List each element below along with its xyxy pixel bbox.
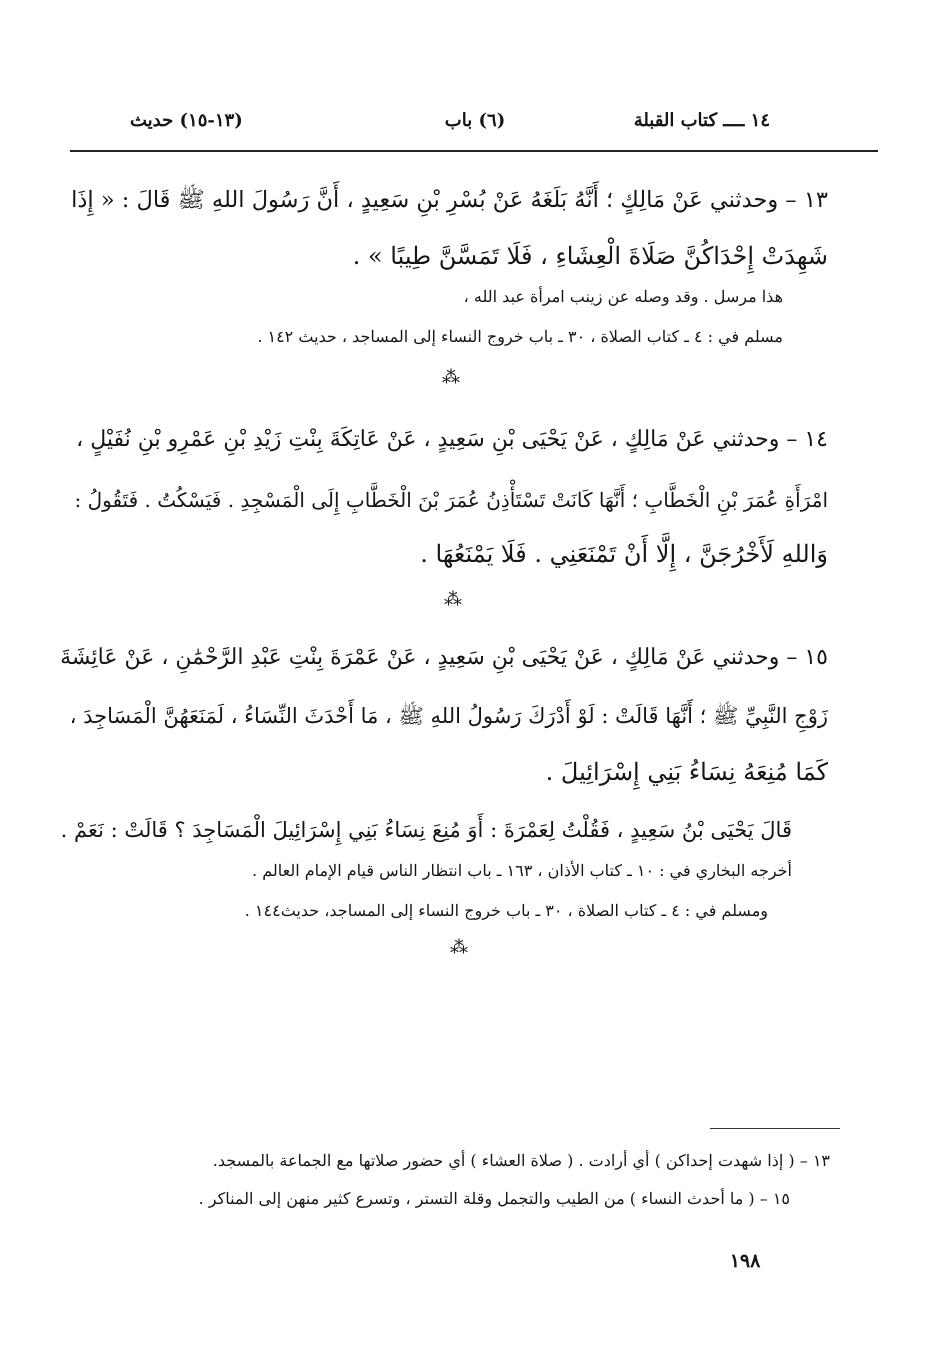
hadith-13-line-2: شَهِدَتْ إِحْدَاكُنَّ صَلَاةَ الْعِشَاءِ ، فَلَا تَمَسَّنَّ طِيبًا » . [352, 242, 828, 270]
hadith-14-line-3: وَاللهِ لَأَخْرُجَنَّ ، إِلَّا أَنْ تَمْنَعَنِي . فَلَا يَمْنَعُهَا . [420, 540, 828, 568]
running-header-hadith-range: (١٣-١٥) حديث [130, 110, 243, 131]
section-separator: ⁂ [444, 589, 460, 610]
hadith-14-line-2: امْرَأَةِ عُمَرَ بْنِ الْخَطَّابِ ؛ أَنَّهَا كَانَتْ تَسْتَأْذِنُ عُمَرَ بْنَ الْخَطَّابِ إِلَى الْمَسْجِدِ . فَيَسْكُتُ . فَتَقُولُ : [74, 488, 828, 512]
page-number: ١٩٨ [729, 1250, 761, 1272]
hadith-14-line-1: ١٤ – وحدثني عَنْ مَالِكٍ ، عَنْ يَحْيَى بْنِ سَعِيدٍ ، عَنْ عَاتِكَةَ بِنْتِ زَيْدِ بْنِ عَمْرِو بْنِ نُفَيْلٍ ، [76, 427, 828, 452]
hadith-15-line-3: كَمَا مُنِعَهُ نِسَاءُ بَنِي إِسْرَائِيلَ . [545, 758, 828, 786]
footnote-15: ١٥ – ( ما أحدث النساء ) من الطيب والتجمل وقلة التستر ، وتسرع كثير منهن إلى المناكر . [198, 1189, 790, 1208]
running-header-chapter: (٦) باب [444, 110, 506, 131]
footnote-13: ١٣ – ( إذا شهدت إحداكن ) أي أرادت . ( صلاة العشاء ) أي حضور صلاتها مع الجماعة بالمسجد. [212, 1151, 830, 1170]
section-separator: ⁂ [450, 937, 466, 958]
hadith-13-note-1: هذا مرسل . وقد وصله عن زينب امرأة عبد الله ، [463, 287, 783, 306]
hadith-15-line-4: قَالَ يَحْيَى بْنُ سَعِيدٍ ، فَقُلْتُ لِعَمْرَةَ : أَوَ مُنِعَ نِسَاءُ بَنِي إِسْرَائِيلَ الْمَسَاجِدَ ؟ قَالَتْ : نَعَمْ . [60, 818, 792, 842]
hadith-13-line-1: ١٣ – وحدثني عَنْ مَالِكٍ ؛ أَنَّهُ بَلَغَهُ عَنْ بُسْرِ بْنِ سَعِيدٍ ، أَنَّ رَسُولَ اللهِ ﷺ قَالَ : « إِذَا [71, 187, 828, 213]
header-rule [70, 150, 878, 152]
section-separator: ⁂ [442, 367, 458, 388]
hadith-15-line-1: ١٥ – وحدثني عَنْ مَالِكٍ ، عَنْ يَحْيَى بْنِ سَعِيدٍ ، عَنْ عَمْرَةَ بِنْتِ عَبْدِ الرَّحْمَٰنِ ، عَنْ عَائِشَةَ [60, 645, 828, 670]
footnote-rule [710, 1128, 840, 1129]
hadith-15-note-2: ومسلم في : ٤ ـ كتاب الصلاة ، ٣٠ ـ باب خروج النساء إلى المساجد، حديث١٤٤ . [244, 901, 768, 920]
hadith-15-line-2: زَوْجِ النَّبِيِّ ﷺ ؛ أَنَّهَا قَالَتْ : لَوْ أَدْرَكَ رَسُولُ اللهِ ﷺ ، مَا أَحْدَثَ النِّسَاءُ ، لَمَنَعَهُنَّ الْمَسَاجِدَ ، [69, 704, 828, 728]
running-header-book-title: ١٤ ــــ كتاب القبلة [633, 110, 770, 131]
hadith-13-note-2: مسلم في : ٤ ـ كتاب الصلاة ، ٣٠ ـ باب خروج النساء إلى المساجد ، حديث ١٤٢ . [257, 327, 783, 346]
hadith-15-note-1: أخرجه البخاري في : ١٠ ـ كتاب الأذان ، ١٦٣ ـ باب انتظار الناس قيام الإمام العالم . [252, 861, 792, 880]
